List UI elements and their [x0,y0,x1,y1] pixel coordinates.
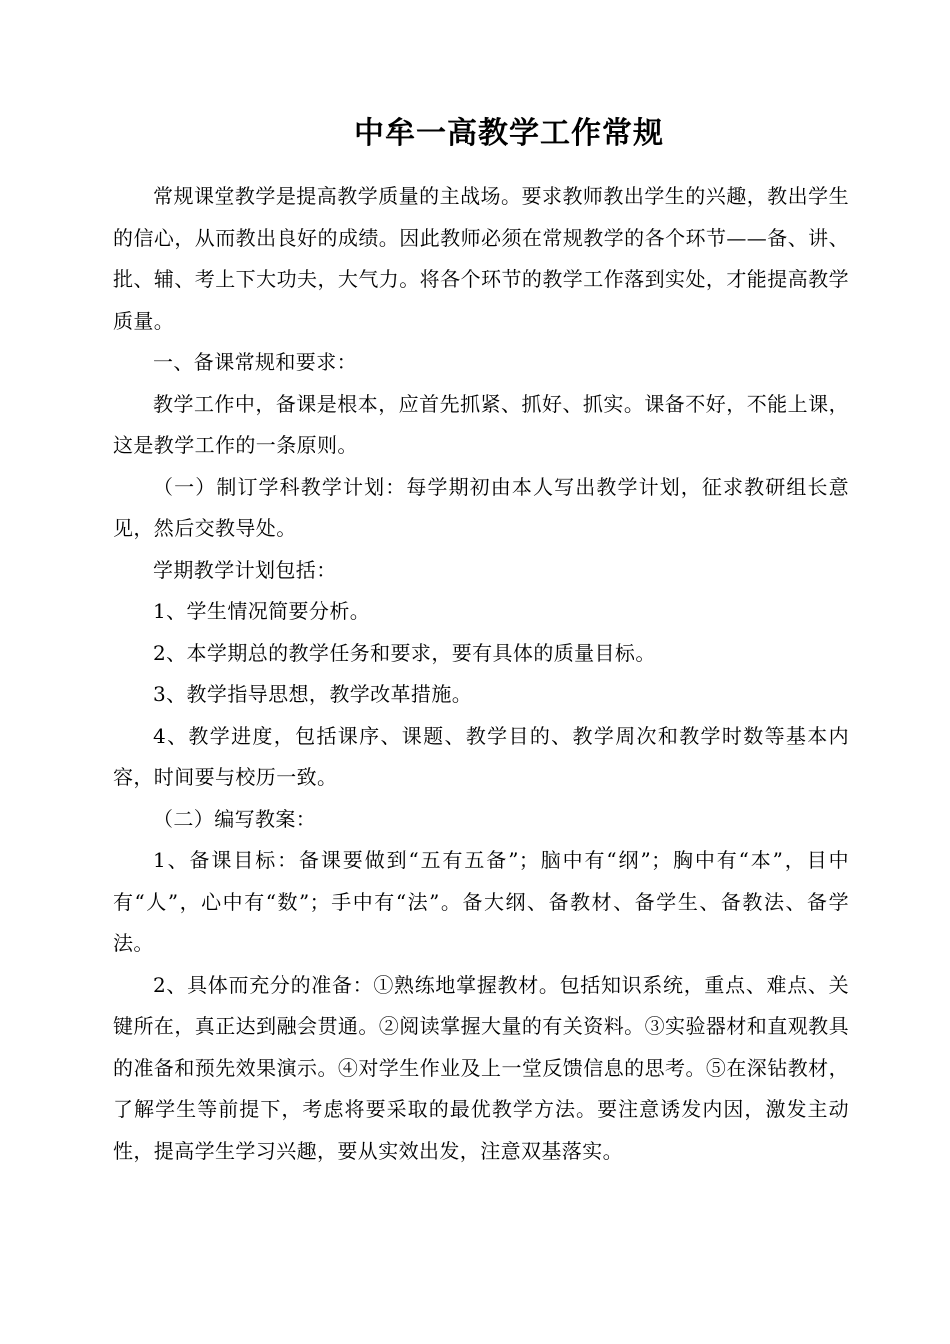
section-heading-lesson-prep: 一、备课常规和要求： [153,350,357,374]
list-item: 1、学生情况简要分析。 [153,599,371,623]
subsection-teaching-plan: （一）制订学科教学计划：每学期初由本人写出教学计划，征求教研组长意见，然后交教导处。 [113,474,849,540]
list-item: 3、教学指导思想，教学改革措施。 [153,682,473,706]
intro-paragraph: 常规课堂教学是提高教学质量的主战场。要求教师教出学生的兴趣，教出学生的信心，从而教出良好的成绩。因此教师必须在常规教学的各个环节——备、讲、批、辅、考上下大功夫，大气力。将各个环节的教学工作落到实处，才能提高教学质量。 [113,184,849,333]
teaching-plan-intro: 学期教学计划包括： [153,557,337,582]
list-item: 4、教学进度，包括课序、课题、教学目的、教学周次和教学时数等基本内容，时间要与校历一致。 [113,723,849,789]
document-title: 中牟一高教学工作常规 [354,116,664,151]
subsection-lesson-plan: （二）编写教案： [153,806,317,831]
list-item: 2、本学期总的教学任务和要求，要有具体的质量目标。 [153,640,656,665]
list-item: 2、具体而充分的准备：①熟练地掌握教材。包括知识系统，重点、难点、关键所在，真正达到融会贯通。②阅读掌握大量的有关资料。③实验器材和直观教具的准备和预先效果演示。④对学生作业及上一堂反馈信息的思考。⑤在深钻教材，了解学生等前提下，考虑将要采取的最优教学方法。要注意诱发内因，激发主动性，提高学生学习兴趣，要从实效出发，注意双基落实。 [113,972,849,1163]
document-body [113,176,849,1172]
list-item: 1、备课目标：备课要做到“五有五备”；脑中有“纲”；胸中有“本”，目中有“人”，心中有“数”；手中有“法”。备大纲、备教材、备学生、备教法、备学法。 [113,848,849,955]
lesson-prep-principle-paragraph: 教学工作中，备课是根本，应首先抓紧、抓好、抓实。课备不好，不能上课，这是教学工作的一条原则。 [113,391,849,457]
